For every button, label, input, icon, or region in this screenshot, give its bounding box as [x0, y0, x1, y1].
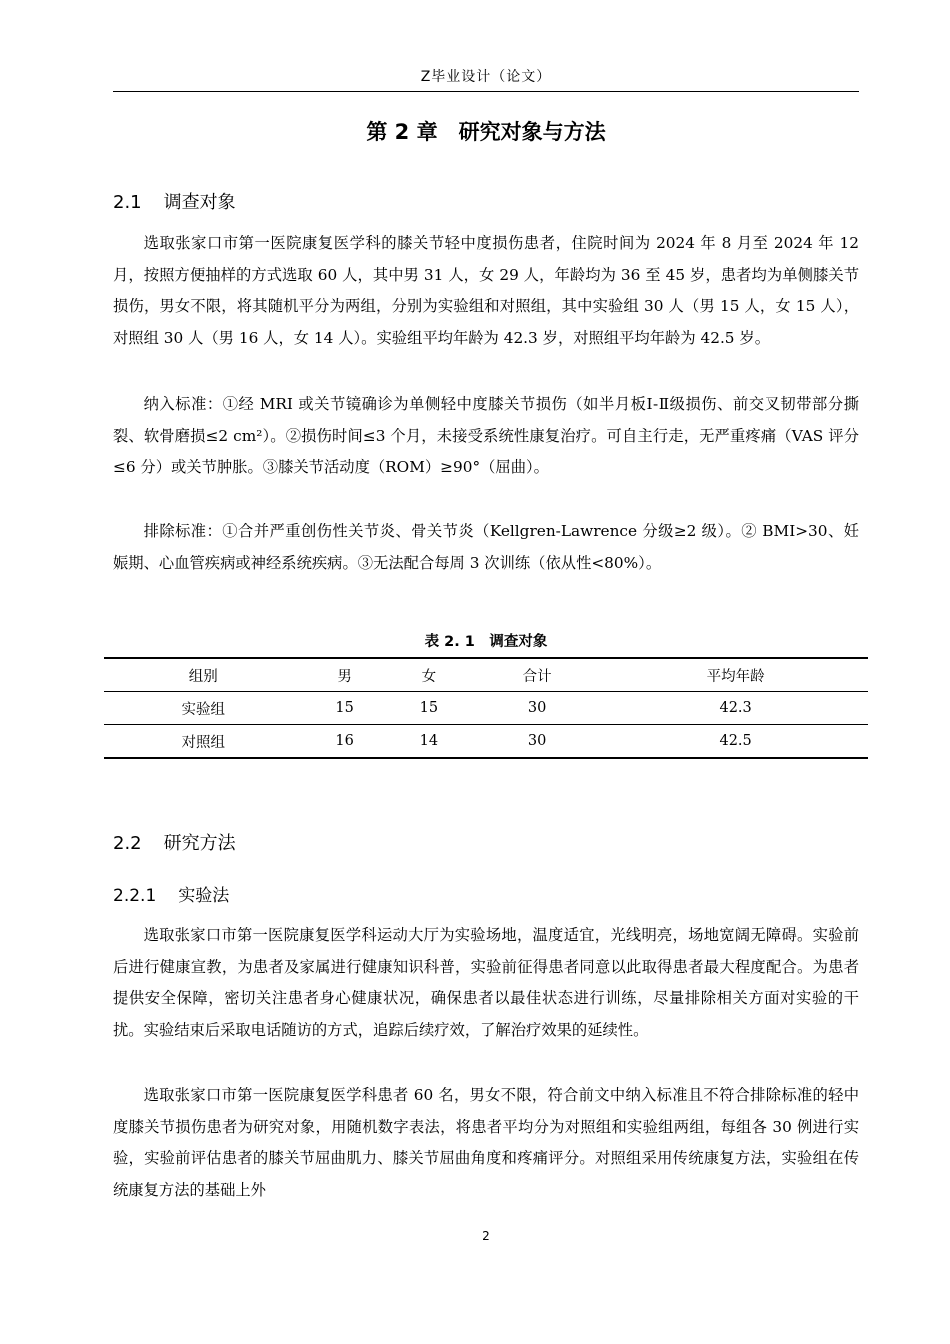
paragraph-subjects: 选取张家口市第一医院康复医学科的膝关节轻中度损伤患者，住院时间为 2024 年 8 月至 2024 年 12 月，按照方便抽样的方式选取 60 人，其中男 31 人，女 29 人，年龄均为 36 至 45 岁，患者均为单侧膝关节损伤，男女不限，将其随机平分为两组，分别为实验组和对照组，其中实验组 30 人（男 15 人，女 15 人），对照组 30 人（男 16 人，女 14 人）。实验组平均年龄为 42.3 岁，对照组平均年龄为 42.5 岁。: [113, 234, 859, 347]
table-cell: 42.5: [719, 733, 752, 749]
header-rule: [113, 91, 859, 92]
section-title: 研究方法: [163, 833, 236, 854]
table-caption: 表 2. 1 调查对象: [424, 634, 548, 650]
paragraph-inclusion: 纳入标准：①经 MRI 或关节镜确诊为单侧轻中度膝关节损伤（如半月板Ⅰ-Ⅱ级损伤、前交叉韧带部分撕裂、软骨磨损≤2 cm²）。②损伤时间≤3 个月，未接受系统性康复治疗。可自主行走，无严重疼痛（VAS 评分≤6 分）或关节肿胀。③膝关节活动度（ROM）≥90°（屈曲）。: [113, 395, 859, 476]
paragraph-experiment-setting: 选取张家口市第一医院康复医学科运动大厅为实验场地，温度适宜，光线明亮，场地宽阔无障碍。实验前后进行健康宣教，为患者及家属进行健康知识科普，实验前征得患者同意以此取得患者最大程度配合。为患者提供安全保障，密切关注患者身心健康状况，确保患者以最佳状态进行训练，尽量排除相关方面对实验的干扰。实验结束后采取电话随访的方式，追踪后续疗效，了解治疗效果的延续性。: [113, 926, 859, 1039]
table-cell: 对照组: [181, 734, 225, 751]
table-cell: 14: [419, 733, 439, 749]
header-mean-age: 平均年龄: [706, 668, 765, 685]
paragraph-experiment-design: 选取张家口市第一医院康复医学科患者 60 名，男女不限，符合前文中纳入标准且不符合排除标准的轻中度膝关节损伤患者为研究对象，用随机数字表法，将患者平均分为对照组和实验组两组，每组各 30 例进行实验，实验前评估患者的膝关节屈曲肌力、膝关节屈曲角度和疼痛评分。对照组采用传统康复方法，实验组在传统康复方法的基础上外: [113, 1086, 859, 1199]
table-cell: 16: [335, 733, 354, 749]
page-header: Z毕业设计（论文）: [420, 69, 552, 85]
header-female: 女: [421, 668, 437, 685]
table-row: [104, 725, 868, 759]
table-cell: 30: [527, 733, 547, 749]
section-title: 调查对象: [163, 192, 236, 213]
section-number: 2.2: [113, 833, 142, 854]
paragraph-exclusion: 排除标准：①合并严重创伤性关节炎、骨关节炎（Kellgren-Lawrence 分级≥2 级）。② BMI>30、妊娠期、心血管疾病或神经系统疾病。③无法配合每周 3 次训练（依从性<80%）。: [113, 522, 859, 572]
subsection-title: 实验法: [178, 886, 230, 906]
header-total: 合计: [522, 668, 552, 685]
subsection-heading-2-2-1: [113, 881, 229, 906]
table-row: [104, 692, 868, 725]
header-male: 男: [337, 668, 352, 685]
table-cell: 30: [527, 700, 547, 716]
section-heading-2-2: [113, 829, 236, 855]
section-heading-2-1: [113, 188, 236, 214]
subjects-table: [104, 657, 868, 759]
header-group: 组别: [188, 668, 218, 685]
table-cell: 实验组: [181, 701, 225, 718]
section-number: 2.1: [113, 192, 142, 213]
table-cell: 15: [419, 700, 439, 716]
table-cell: 15: [335, 700, 354, 716]
page-number: 2: [482, 1229, 490, 1243]
chapter-title: 第 2 章 研究对象与方法: [366, 120, 606, 144]
table-header-row: [104, 658, 868, 692]
subsection-number: 2.2.1: [113, 886, 157, 906]
table-cell: 42.3: [719, 700, 752, 716]
